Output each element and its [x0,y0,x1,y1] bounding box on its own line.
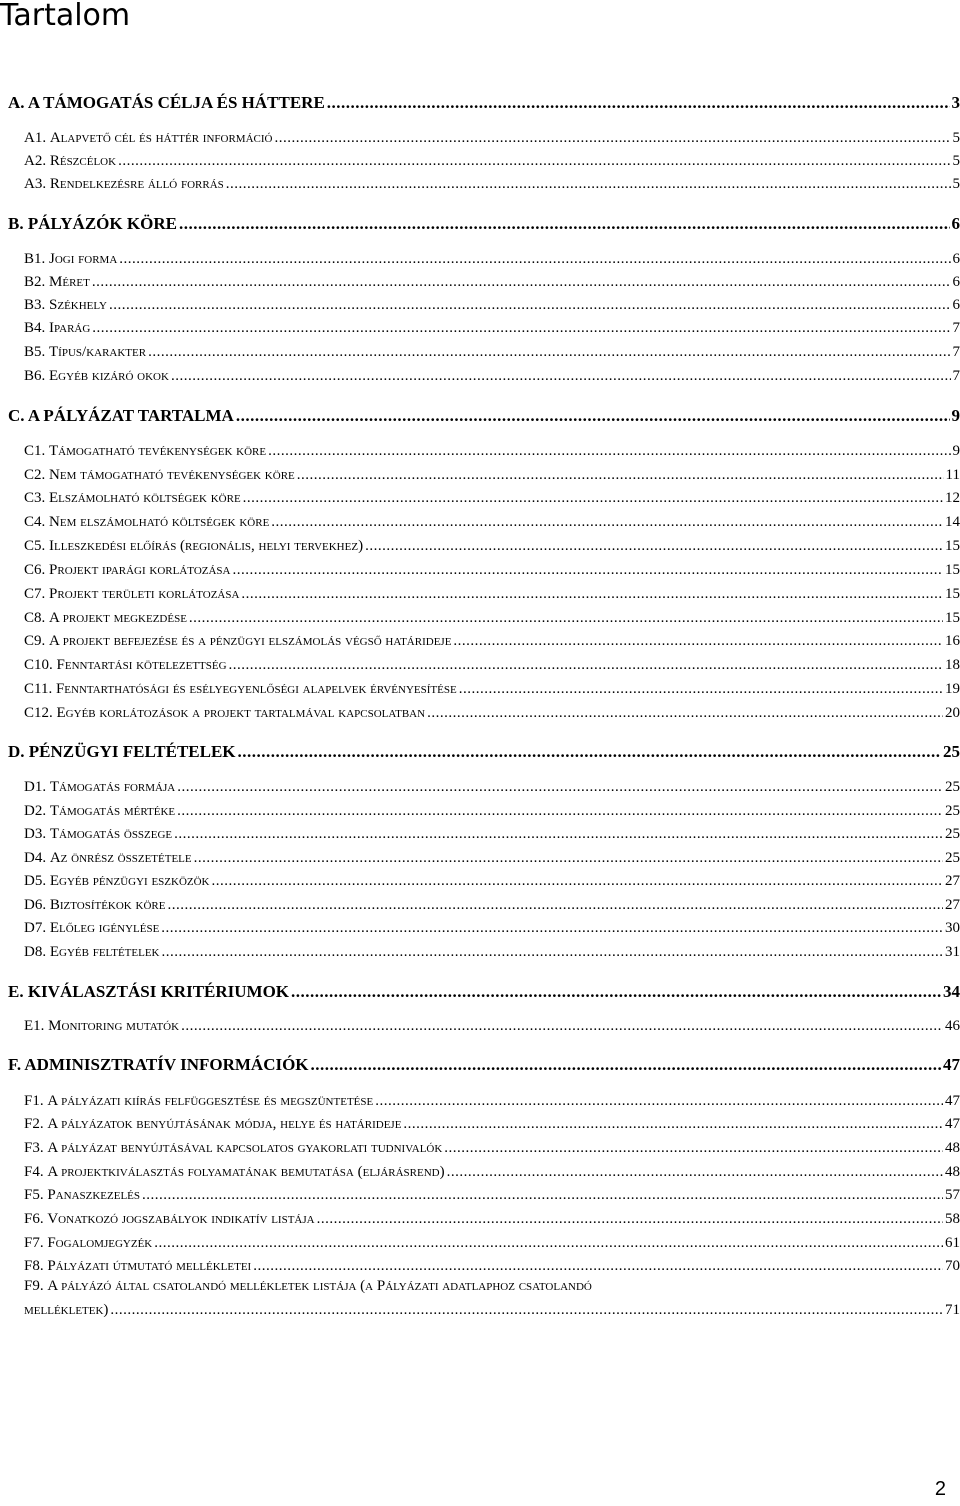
toc-entry-page: 27 [945,873,960,889]
toc-entry-text: Projekt iparági korlátozása [49,562,231,578]
toc-entry-label [24,1187,140,1204]
toc-entry-page: 48 [945,1140,960,1156]
toc-entry-page: 6 [952,274,960,290]
toc-leader-dots [271,514,943,531]
toc-entry-page: 16 [945,633,960,649]
toc-entry-label [24,251,117,268]
toc-leader-dots [253,1258,943,1275]
toc-entry-page: 25 [945,779,960,795]
toc-entry-page: 30 [945,920,960,936]
toc-entry-label [24,1116,401,1133]
toc-entry-number: C6. [24,562,46,578]
toc-leader-dots [447,1164,943,1181]
toc-entry-text: Az önrész összetétele [49,850,192,866]
toc-entry-text: A pályázat benyújtásával kapcsolatos gyakorlati tudnivalók [47,1140,443,1156]
toc-entry[interactable] [24,1093,960,1110]
toc-entry-number: B1. [24,251,46,267]
toc-entry-label [24,1140,442,1157]
toc-heading-label: F. ADMINISZTRATÍV INFORMÁCIÓK [8,1055,309,1074]
toc-heading-label: B. PÁLYÁZÓK KÖRE [8,214,177,233]
toc-entry-label [24,826,172,843]
toc-entry[interactable] [24,1164,960,1181]
toc-entry-number: C10. [24,657,53,673]
toc-entry-page: 6 [952,297,960,313]
toc-leader-dots [189,610,943,627]
toc-entry-text: Fogalomjegyzék [47,1235,153,1251]
toc-entry[interactable] [24,490,960,507]
toc-entry[interactable] [24,920,960,937]
toc-section-heading[interactable] [8,214,960,234]
toc-entry-page: 31 [945,944,960,960]
toc-leader-dots [327,93,950,113]
toc-entry-number: E1. [24,1018,45,1034]
toc-leader-dots [268,443,950,460]
toc-entry-label [24,1018,179,1035]
toc-entry-page: 12 [945,490,960,506]
toc-leader-dots [375,1093,943,1110]
toc-leader-dots [109,297,951,314]
toc-heading-label: D. PÉNZÜGYI FELTÉTELEK [8,742,236,761]
toc-entry-number: F5. [24,1187,44,1203]
toc-entry-number: C8. [24,610,46,626]
toc-entry[interactable] [24,633,960,650]
toc-entry-label [24,443,266,460]
toc-entry-label [24,610,187,627]
toc-leader-dots [274,130,950,147]
toc-entry-page: 15 [945,586,960,602]
toc-entry-label [24,1211,315,1228]
toc-entry-page: 15 [945,562,960,578]
toc-entry-page: 27 [945,897,960,913]
toc-entry-number: B5. [24,344,46,360]
toc-entry-text: mellékletek) [24,1302,109,1318]
toc-leader-dots [297,467,944,484]
toc-entry-number: F3. [24,1140,44,1156]
toc-entry-text: Fenntarthatósági és esélyegyenlőségi alapelvek érvényesítése [55,681,457,697]
toc-leader-dots [459,681,943,698]
toc-leader-dots [311,1055,941,1075]
toc-entry-text: A pályázó által csatolandó mellékletek listája (a Pályázati adatlaphoz csatolandó [47,1278,592,1294]
toc-entry-label [24,873,210,890]
toc-leader-dots [236,406,950,426]
toc-entry-text: A projekt befejezése és a pénzügyi elszámolás végső határideje [49,633,452,649]
toc-leader-dots [177,803,943,820]
toc-heading-label: A. A TÁMOGATÁS CÉLJA ÉS HÁTTERE [8,93,325,112]
toc-entry-page: 5 [952,153,960,169]
toc-entry-text: Panaszkezelés [47,1187,141,1203]
toc-entry[interactable] [24,1187,960,1204]
toc-entry-label [24,176,224,193]
toc-leader-dots [238,742,941,762]
toc-entry-number: A1. [24,130,47,146]
toc-entry-number: F6. [24,1211,44,1227]
toc-entry-label [24,514,269,531]
toc-entry-text: Jogi forma [49,251,118,267]
toc-section-heading[interactable] [8,982,960,1002]
toc-entry[interactable] [24,1116,960,1133]
toc-entry-number: D5. [24,873,47,889]
toc-leader-dots [212,873,944,890]
toc-leader-dots [119,251,950,268]
toc-entry-label [24,467,295,484]
toc-entry-text: Támogatás összege [49,826,173,842]
toc-entry-number: C3. [24,490,46,506]
toc-section-heading[interactable] [8,742,960,762]
toc-entry-number: D6. [24,897,47,913]
toc-leader-dots [181,1018,943,1035]
toc-entry-text: Vonatkozó jogszabályok indikatív listája [47,1211,315,1227]
toc-entry-page: 25 [945,850,960,866]
toc-entry[interactable] [24,1235,960,1252]
toc-leader-dots [229,657,943,674]
toc-entry-page: 7 [952,320,960,336]
page-number: 2 [934,1478,946,1500]
toc-leader-dots [226,176,951,193]
toc-entry-number: F8. [24,1258,44,1274]
toc-entry-text: Iparág [49,320,91,336]
toc-entry-label [24,657,227,674]
toc-leader-dots [154,1235,943,1252]
toc-entry-label [24,1258,251,1275]
toc-entry-number: C4. [24,514,46,530]
toc-entry[interactable] [24,803,960,820]
toc-entry-number: D3. [24,826,47,842]
toc-leader-dots [427,705,943,722]
toc-entry[interactable] [24,705,960,722]
toc-entry-text: Méret [49,274,90,290]
toc-entry-text: Elszámolható költségek köre [49,490,241,506]
toc-entry-number: B4. [24,320,46,336]
toc-entry-page: 25 [945,826,960,842]
toc-entry-label [24,562,230,579]
toc-entry-text: Előleg igénylése [49,920,160,936]
toc-entry-number: A3. [24,176,47,192]
toc-entry-text: Egyéb feltételek [49,944,160,960]
toc-entry-text: Nem elszámolható költségek köre [49,514,270,530]
toc-leader-dots [179,214,950,234]
toc-entry-label [24,320,90,337]
toc-entry-page: 9 [951,406,960,425]
toc-entry[interactable] [24,1018,960,1035]
toc-entry-label [24,1235,152,1252]
toc-entry-page: 46 [945,1018,960,1034]
page-title: Tartalom [0,0,131,33]
toc-leader-dots [403,1116,943,1133]
toc-entry[interactable] [24,538,960,555]
toc-entry[interactable] [24,368,960,385]
toc-entry-number: D1. [24,779,47,795]
toc-entry-label [24,681,457,698]
toc-entry-text: Monitoring mutatók [48,1018,180,1034]
toc-entry[interactable] [24,610,960,627]
toc-entry[interactable] [24,562,960,579]
toc-entry-page: 11 [945,467,960,483]
toc-entry-label [24,274,90,291]
toc-entry-number: C12. [24,705,53,721]
toc-entry-number: C9. [24,633,46,649]
toc-entry-text: A pályázati kiírás felfüggesztése és megszüntetése [47,1093,374,1109]
toc-heading-label: C. A PÁLYÁZAT TARTALMA [8,406,234,425]
toc-entry-text: Biztosítékok köre [49,897,166,913]
toc-entry[interactable] [24,586,960,603]
toc-entry-text: Székhely [49,297,107,313]
toc-entry-number: D7. [24,920,47,936]
toc-leader-dots [92,320,950,337]
toc-entry-label [24,705,425,722]
toc-leader-dots [161,920,943,937]
toc-leader-dots [291,982,941,1002]
toc-entry-f9-line2[interactable] [24,1302,960,1319]
toc-entry-page: 15 [945,538,960,554]
toc-entry-label [24,920,159,937]
toc-entry[interactable] [24,176,960,193]
toc-entry-text: Egyéb pénzügyi eszközök [49,873,210,889]
toc-leader-dots [148,344,950,361]
toc-entry-number: F9. [24,1278,44,1294]
toc-entry-label [24,1093,373,1110]
toc-entry[interactable] [24,344,960,361]
toc-entry-page: 7 [952,344,960,360]
toc-entry[interactable] [24,850,960,867]
toc-entry[interactable] [24,873,960,890]
toc-entry-number: F1. [24,1093,44,1109]
toc-entry[interactable] [24,153,960,170]
toc-leader-dots [453,633,943,650]
toc-entry-number: D8. [24,944,47,960]
toc-entry-label [24,153,116,170]
toc-entry-label [24,297,107,314]
toc-entry-number: C1. [24,443,46,459]
toc-entry[interactable] [24,130,960,147]
toc-entry-page: 18 [945,657,960,673]
toc-entry-number: C5. [24,538,46,554]
toc-entry-text: Nem támogatható tevékenységek köre [49,467,295,483]
toc-entry-label [24,803,175,820]
toc-leader-dots [444,1140,943,1157]
toc-entry[interactable] [24,251,960,268]
toc-entry-text: Rendelkezésre álló forrás [49,176,224,192]
toc-entry-number: F2. [24,1116,44,1132]
toc-entry-number: C11. [24,681,53,697]
toc-leader-dots [232,562,943,579]
toc-entry-text: A projekt megkezdése [49,610,187,626]
toc-leader-dots [110,1302,943,1319]
toc-entry-page: 70 [945,1258,960,1274]
toc-entry-page: 25 [945,803,960,819]
toc-entry-number: D2. [24,803,47,819]
toc-entry[interactable] [24,897,960,914]
toc-entry[interactable] [24,681,960,698]
toc-entry-label [24,779,175,796]
toc-entry-page: 9 [952,443,960,459]
toc-entry-label [24,368,169,385]
toc-entry-number: B2. [24,274,46,290]
toc-entry-text: Fenntartási kötelezettség [56,657,227,673]
toc-leader-dots [317,1211,943,1228]
toc-entry-text: Támogatható tevékenységek köre [49,443,267,459]
toc-entry[interactable] [24,826,960,843]
toc-leader-dots [142,1187,943,1204]
toc-entry-number: F4. [24,1164,44,1180]
toc-entry[interactable] [24,779,960,796]
toc-entry-page: 34 [943,982,960,1001]
toc-entry-label [24,586,239,603]
toc-entry-page: 47 [945,1093,960,1109]
toc-section-heading[interactable] [8,93,960,113]
toc-entry-label [24,538,363,555]
toc-entry-label [24,130,272,147]
toc-entry-label [24,490,241,507]
toc-leader-dots [118,153,950,170]
toc-entry-page: 19 [945,681,960,697]
toc-entry[interactable] [24,657,960,674]
toc-entry-text: Pályázati útmutató mellékletei [47,1258,252,1274]
toc-leader-dots [194,850,943,867]
toc-entry[interactable] [24,443,960,460]
toc-entry-page: 5 [952,130,960,146]
toc-entry-label [24,633,451,650]
toc-entry-number: C7. [24,586,46,602]
toc-entry-page: 6 [951,214,960,233]
toc-entry-text: A pályázatok benyújtásának módja, helye és határideje [47,1116,402,1132]
toc-leader-dots [243,490,943,507]
toc-entry-number: B3. [24,297,46,313]
toc-entry-label [24,850,192,867]
toc-leader-dots [365,538,943,555]
toc-entry-number: A2. [24,153,47,169]
toc-entry[interactable] [24,944,960,961]
toc-entry-number: D4. [24,850,47,866]
toc-entry-label [24,944,160,961]
toc-entry-page: 61 [945,1235,960,1251]
toc-entry-page: 25 [943,742,960,761]
toc-entry-page: 58 [945,1211,960,1227]
toc-entry-label [24,1164,445,1181]
toc-entry-f9-line1[interactable] [24,1278,592,1295]
toc-entry-text: Illeszkedési előírás (regionális, helyi tervekhez) [49,538,364,554]
toc-entry[interactable] [24,1211,960,1228]
toc-entry-page: 47 [943,1055,960,1074]
toc-entry[interactable] [24,274,960,291]
toc-entry[interactable] [24,514,960,531]
toc-leader-dots [167,897,943,914]
toc-entry-text: A projektkiválasztás folyamatának bemutatása (eljárásrend) [47,1164,445,1180]
toc-entry-page: 20 [945,705,960,721]
toc-entry[interactable] [24,320,960,337]
toc-entry-page: 15 [945,610,960,626]
toc-entry-text: Támogatás mértéke [49,803,176,819]
toc-entry-page: 5 [952,176,960,192]
toc-entry-text: Projekt területi korlátozása [49,586,240,602]
toc-entry[interactable] [24,467,960,484]
toc-entry-number: C2. [24,467,46,483]
toc-entry-page: 71 [945,1302,960,1318]
toc-entry-page: 7 [952,368,960,384]
toc-entry-page: 57 [945,1187,960,1203]
toc-entry-page: 48 [945,1164,960,1180]
toc-entry-number: B6. [24,368,46,384]
toc-entry-text: Alapvető cél és háttér információ [49,130,273,146]
toc-entry-text: Részcélok [49,153,117,169]
toc-entry-text: Egyéb korlátozások a projekt tartalmával kapcsolatban [56,705,426,721]
toc-leader-dots [171,368,951,385]
toc-entry-page: 47 [945,1116,960,1132]
toc-entry-text: Típus/karakter [49,344,147,360]
toc-entry[interactable] [24,1258,960,1275]
toc-leader-dots [174,826,943,843]
toc-leader-dots [92,274,951,291]
toc-entry-text: Egyéb kizáró okok [49,368,169,384]
toc-entry-number: F7. [24,1235,44,1251]
toc-leader-dots [241,586,943,603]
toc-section-heading[interactable] [8,1055,960,1075]
toc-leader-dots [162,944,943,961]
toc-leader-dots [177,779,943,796]
toc-entry[interactable] [24,1140,960,1157]
toc-heading-label: E. KIVÁLASZTÁSI KRITÉRIUMOK [8,982,290,1001]
toc-entry-page: 3 [951,93,960,112]
toc-entry-page: 14 [945,514,960,530]
toc-entry-label [24,897,165,914]
toc-section-heading[interactable] [8,406,960,426]
toc-entry-text: Támogatás formája [49,779,176,795]
toc-entry-page: 6 [952,251,960,267]
toc-entry-label [24,344,146,361]
toc-entry[interactable] [24,297,960,314]
